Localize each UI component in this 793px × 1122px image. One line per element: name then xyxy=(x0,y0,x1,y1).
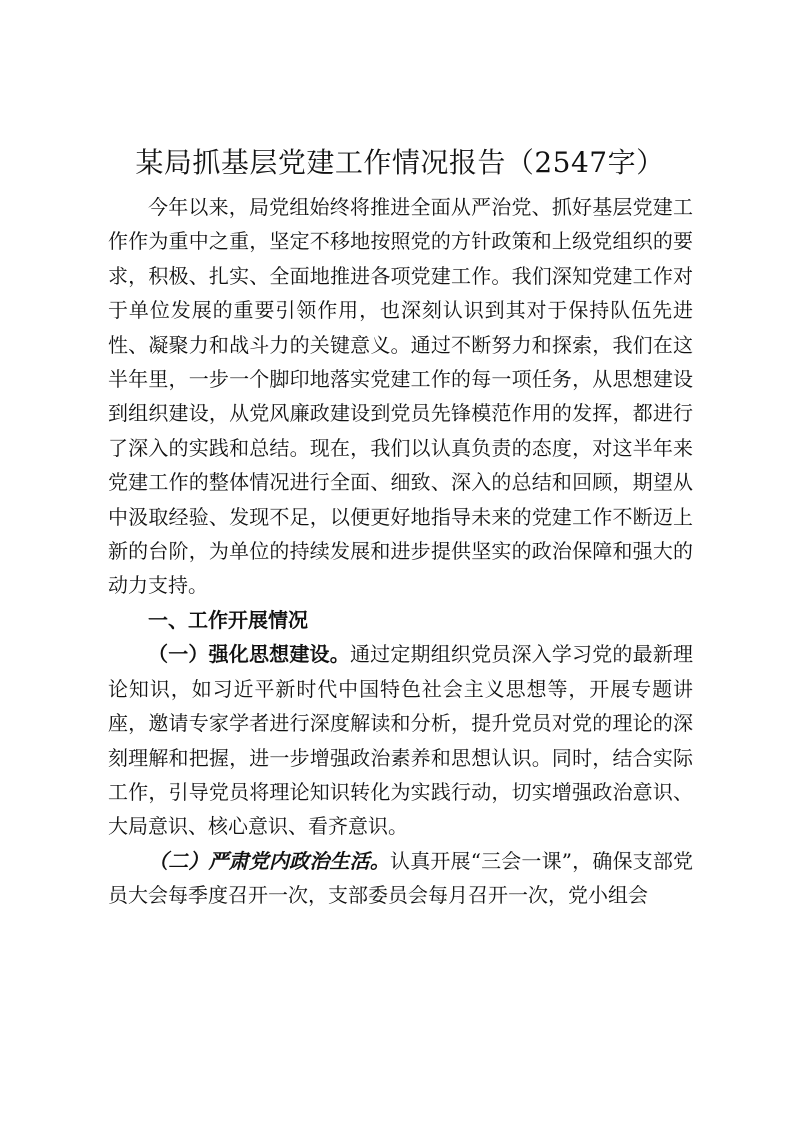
intro-paragraph: 今年以来，局党组始终将推进全面从严治党、抓好基层党建工作作为重中之重，坚定不移地按照党的方针政策和上级党组织的要求，积极、扎实、全面地推进各项党建工作。我们深知党建工作对于单位发展的重要引领作用，也深刻认识到其对于保持队伍先进性、凝聚力和战斗力的关键意义。通过不断努力和探索，我们在这半年里，一步一个脚印地落实党建工作的每一项任务，从思想建设到组织建设，从党风廉政建设到党员先锋模范作用的发挥，都进行了深入的实践和总结。现在，我们以认真负责的态度，对这半年来党建工作的整体情况进行全面、细致、深入的总结和回顾，期望从中汲取经验、发现不足，以便更好地指导未来的党建工作不断迈上新的台阶，为单位的持续发展和进步提供坚实的政治保障和强大的动力支持。 xyxy=(108,195,693,598)
item-text-ideological-building: 通过定期组织党员深入学习党的最新理论知识，如习近平新时代中国特色社会主义思想等，开展专题讲座，邀请专家学者进行深度解读和分析，提升党员对党的理论的深刻理解和把握，进一步增强政治素养和思想认识。同时，结合实际工作，引导党员将理论知识转化为实践行动，切实增强政治意识、大局意识、核心意识、看齐意识。 xyxy=(108,642,694,839)
document-title: 某局抓基层党建工作情况报告（2547字） xyxy=(135,146,665,179)
document-body xyxy=(108,190,693,913)
section-heading-work-progress: 一、工作开展情况 xyxy=(148,607,308,632)
item-lead-ideological-building: （一）强化思想建设。 xyxy=(148,642,350,667)
item-paragraph-party-political-life xyxy=(108,844,693,913)
item-paragraph-ideological-building xyxy=(108,637,693,843)
item-lead-party-political-life: （二）严肃党内政治生活。 xyxy=(148,848,391,873)
item-text-party-political-life: 认真开展“三会一课”，确保支部党员大会每季度召开一次，支部委员会每月召开一次，党小组会 xyxy=(108,848,694,908)
